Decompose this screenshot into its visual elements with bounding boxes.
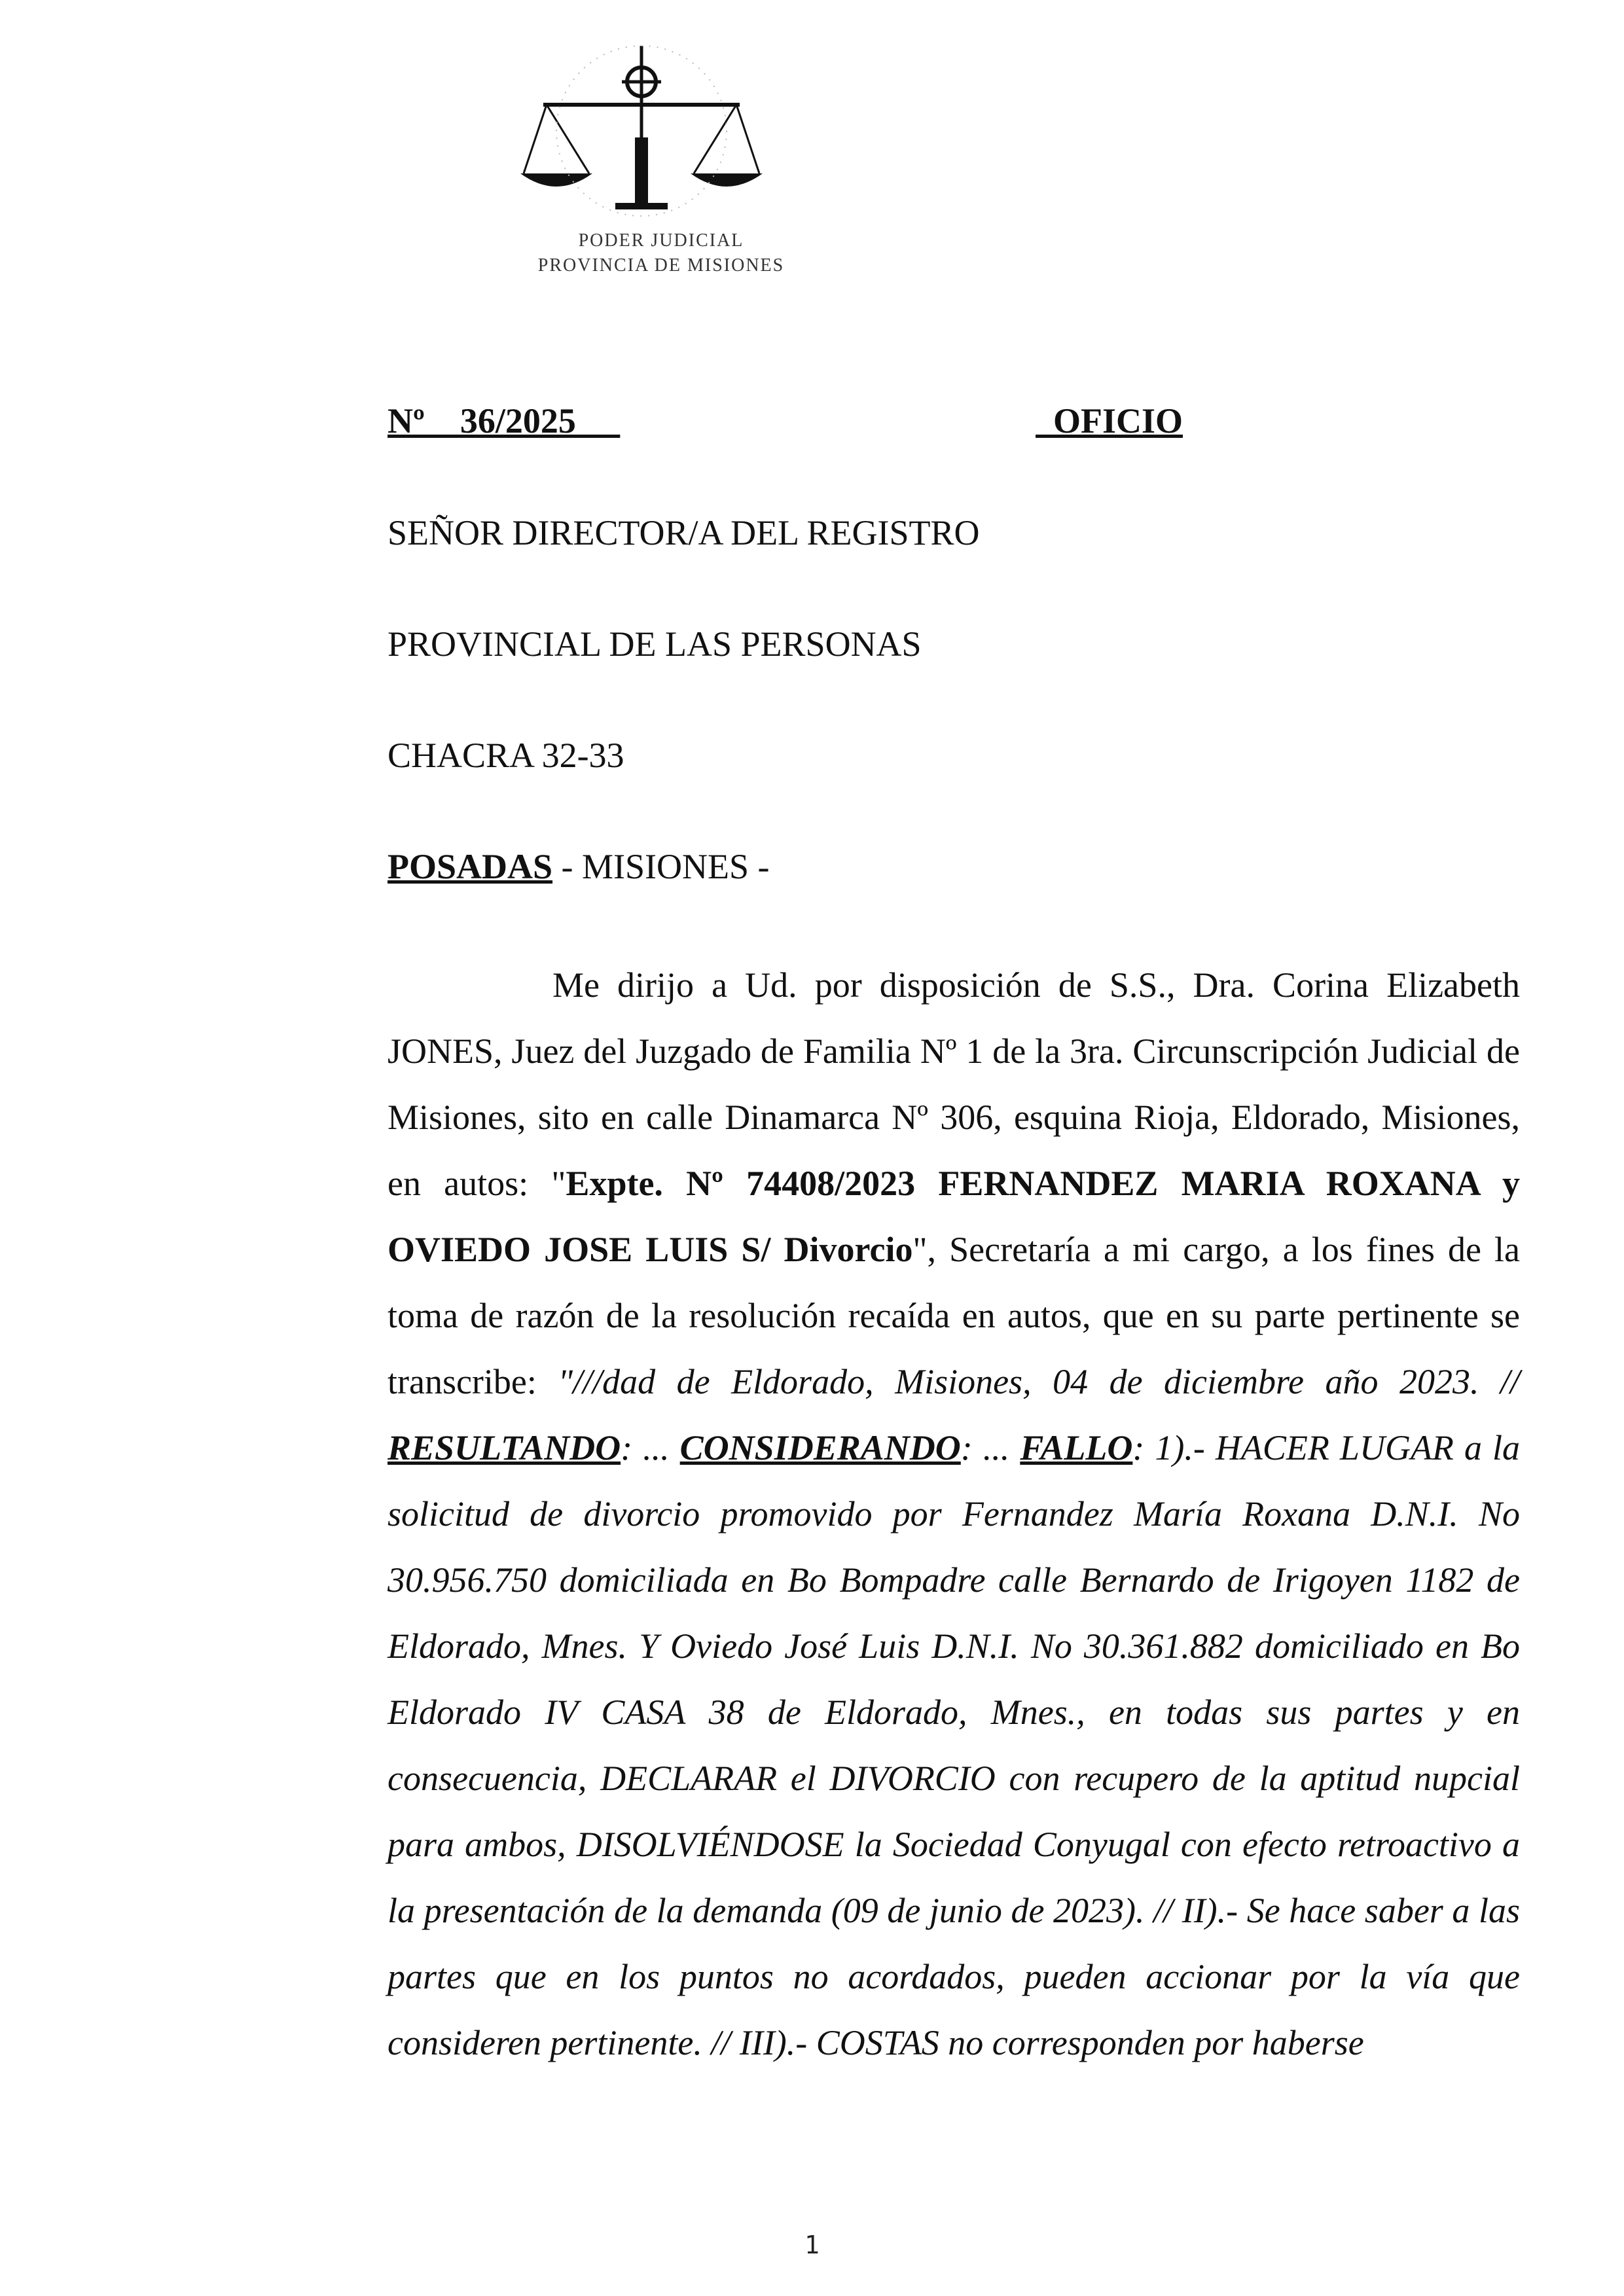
address-city-line <box>388 846 770 888</box>
scales-of-justice-icon <box>517 39 805 236</box>
document-title: OFICIO <box>1036 401 1183 440</box>
quote-sep-2: : ... <box>960 1428 1020 1467</box>
quote-resultando: RESULTANDO <box>388 1428 621 1467</box>
address-line-2: PROVINCIAL DE LAS PERSONAS <box>388 624 922 664</box>
document-number: Nº 36/2025 <box>388 401 621 440</box>
case-reference: Expte. Nº 74408/2023 FERNANDEZ MARIA ROXANA y OVIEDO JOSE LUIS S/ Divorcio <box>388 1164 1521 1269</box>
body-paragraph <box>388 952 1520 2076</box>
address-province: - MISIONES - <box>552 847 770 886</box>
address-city: POSADAS <box>388 847 553 886</box>
body-continuation: ", Secretaría a mi cargo, a los fines de la toma de razón de la resolución recaída en autos, que en su parte pertinente se transcribe: <box>388 1230 1520 1401</box>
quote-ruling-text: : 1).- HACER LUGAR a la solicitud de divorcio promovido por Fernandez María Roxana D.N.I. No 30.956.750 domiciliada en Bo Bompadre calle Bernardo de Irigoyen 1182 de Eldorado, Mnes. Y Oviedo José Luis D.N.I. No 30.361.882 domiciliado en Bo Eldorado IV CASA 38 de Eldorado, Mnes., en todas sus partes y en consecuencia, DECLARAR el DIVORCIO con recupero de la aptitud nupcial para ambos, DISOLVIÉNDOSE la Sociedad Conyugal con efecto retroactivo a la presentación de la demanda (09 de junio de 2023). // II).- Se hace saber a las partes que en los puntos no acordados, pueden accionar por la vía que consideren pertinente. // III).- COSTAS no corresponden por haberse <box>388 1428 1520 2062</box>
body-intro: Me dirijo a Ud. por disposición de S.S., Dra. Corina Elizabeth JONES, Juez del Juzgado de Familia Nº 1 de la 3ra. Circunscripción Judicial de Misiones, sito en calle Dinamarca Nº 306, esquina Rioja, Eldorado, Misiones, en autos: " <box>388 965 1520 1203</box>
seal-line-2: PROVINCIA DE MISIONES <box>537 255 785 276</box>
quote-opening: "///dad de Eldorado, Misiones, 04 de diciembre año 2023. // <box>558 1362 1520 1401</box>
address-line-3: CHACRA 32-33 <box>388 736 624 775</box>
quote-sep-1: : ... <box>621 1428 680 1467</box>
seal-line-1: PODER JUDICIAL <box>578 230 744 251</box>
quote-considerando: CONSIDERANDO <box>679 1428 961 1467</box>
address-line-1: SEÑOR DIRECTOR/A DEL REGISTRO <box>388 513 980 552</box>
page-number: 1 <box>804 2231 820 2259</box>
judicial-seal <box>517 39 805 288</box>
quote-fallo: FALLO <box>1020 1428 1133 1467</box>
